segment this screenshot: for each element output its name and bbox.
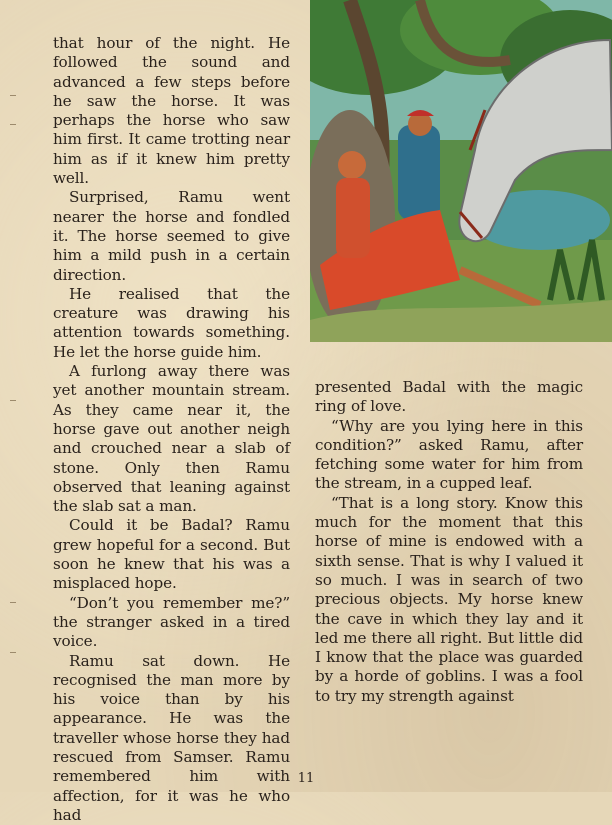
paragraph: A furlong away there was yet another mountain stream. As they came near it, the horse gave out another neigh and crouched near a slab of stone. Only then Ramu observed that leaning against the slab sat a man. [53, 362, 290, 516]
right-text-column [315, 378, 583, 706]
story-illustration [310, 0, 612, 342]
margin-mark [10, 95, 16, 96]
paragraph: He realised that the creature was drawing his attention towards something. He let the horse guide him. [53, 285, 290, 362]
paragraph: “That is a long story. Know this much for the moment that this horse of mine is endowed with a sixth sense. That is why I valued it so much. I was in search of two precious objects. My horse knew the cave in which they lay and it led me there all right. But little did I know that the place was guarded by a horde of goblins. I was a fool to try my strength against [315, 494, 583, 706]
paragraph: that hour of the night. He followed the sound and advanced a few steps before he saw the horse. It was perhaps the horse who saw him first. It came trotting near him as if it knew him pretty well. [53, 34, 290, 188]
paragraph: presented Badal with the magic ring of love. [315, 378, 583, 417]
illustration-art [310, 0, 612, 342]
margin-mark [10, 602, 16, 603]
paragraph: Could it be Badal? Ramu grew hopeful for a second. But soon he knew that his was a misplaced hope. [53, 516, 290, 593]
margin-mark [10, 124, 16, 125]
paragraph: “Why are you lying here in this condition?” asked Ramu, after fetching some water for him from the stream, in a cupped leaf. [315, 417, 583, 494]
paragraph: Ramu sat down. He recognised the man more by his voice than by his appearance. He was the traveller whose horse they had rescued from Samser. Ramu remembered him with affection, for it was he who had [53, 652, 290, 825]
margin-mark [10, 400, 16, 401]
margin-mark [10, 652, 16, 653]
paragraph: “Don’t you remember me?” the stranger asked in a tired voice. [53, 594, 290, 652]
left-text-column [53, 34, 290, 825]
paragraph: Surprised, Ramu went nearer the horse and fondled it. The horse seemed to give him a mild push in a certain direction. [53, 188, 290, 284]
page-number: 11 [0, 771, 612, 786]
